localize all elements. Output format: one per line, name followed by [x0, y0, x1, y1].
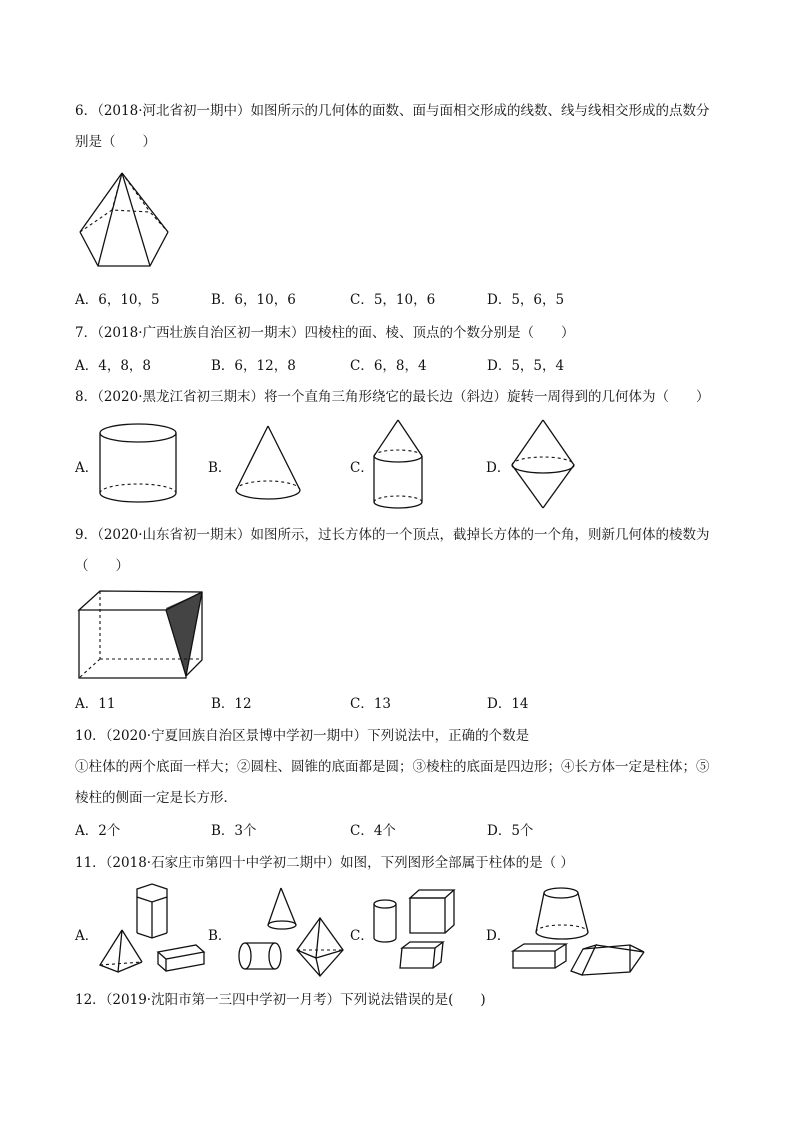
q7-option-c[interactable]: C．6，8，4 [350, 358, 427, 374]
q7-option-d[interactable]: D．5，5，4 [487, 358, 565, 374]
q11-option-d-label[interactable]: D． [486, 928, 511, 944]
question-7-text: 7．（2018·广西壮族自治区初一期末）四棱柱的面、棱、顶点的个数分别是（ ） [75, 325, 575, 341]
q11-option-b-label[interactable]: B． [208, 928, 232, 944]
question-10-line-3: 棱柱的侧面一定是长方形． [75, 790, 237, 806]
q8-option-b-label[interactable]: B． [208, 460, 232, 476]
question-8-text: 8．（2020·黑龙江省初三期末）将一个直角三角形绕它的最长边（斜边）旋转一周得到的几何体为（ ） [75, 389, 710, 405]
q10-option-c[interactable]: C．4个 [350, 823, 396, 839]
q11-option-a-label[interactable]: A． [75, 928, 99, 944]
q6-option-a[interactable]: A．6，10，5 [75, 292, 160, 308]
q9-option-d[interactable]: D．14 [487, 696, 529, 712]
q7-option-b[interactable]: B．6，12，8 [211, 358, 296, 374]
q10-option-d[interactable]: D．5个 [487, 823, 534, 839]
question-9-line-1: 9．（2020·山东省初一期末）如图所示，过长方体的一个顶点，截掉长方体的一个角，则新几何体的棱数为 [75, 527, 710, 543]
q11-option-c-label[interactable]: C． [350, 928, 374, 944]
cone-figure [230, 420, 310, 510]
question-9-line-2: （ ） [75, 558, 129, 574]
q6-option-d[interactable]: D．5，6，5 [487, 292, 565, 308]
question-6-line-1: 6．（2018·河北省初一期中）如图所示的几何体的面数、面与面相交形成的线数、线与线相交形成的点数分 [75, 103, 710, 119]
cylinder-figure [95, 420, 185, 510]
q11-option-a-figure [95, 880, 210, 975]
question-10-line-2: ①柱体的两个底面一样大；②圆柱、圆锥的底面都是圆；③棱柱的底面是四边形；④长方体一定是柱体；⑤ [75, 759, 710, 775]
question-11-text: 11．（2018·石家庄市第四十中学初二期中）如图，下列图形全部属于柱体的是（ ） [75, 855, 574, 871]
q8-option-d-label[interactable]: D． [486, 460, 511, 476]
q11-option-b-figure [230, 880, 345, 980]
question-6-line-2: 别是（ ） [75, 134, 156, 150]
question-12-text: 12．（2019·沈阳市第一三四中学初一月考）下列说法错误的是( ) [75, 992, 486, 1008]
q9-option-c[interactable]: C．13 [350, 696, 392, 712]
q10-option-b[interactable]: B．3个 [211, 823, 257, 839]
pentagonal-pyramid-figure [75, 165, 195, 275]
cone-on-cylinder-figure [368, 415, 438, 515]
q6-option-c[interactable]: C．5，10，6 [350, 292, 436, 308]
q10-option-a[interactable]: A．2个 [75, 823, 121, 839]
q9-option-b[interactable]: B．12 [211, 696, 252, 712]
q8-option-c-label[interactable]: C． [350, 460, 374, 476]
question-10-line-1: 10．（2020·宁夏回族自治区景博中学初一期中）下列说法中，正确的个数是 [75, 728, 530, 744]
q6-option-b[interactable]: B．6，10，6 [211, 292, 296, 308]
double-cone-figure [505, 415, 585, 515]
q9-option-a[interactable]: A．11 [75, 696, 116, 712]
q11-option-c-figure [368, 880, 468, 980]
cut-cuboid-figure [75, 585, 215, 685]
q8-option-a-label[interactable]: A． [75, 460, 99, 476]
q11-option-d-figure [505, 880, 650, 980]
q7-option-a[interactable]: A．4，8，8 [75, 358, 152, 374]
